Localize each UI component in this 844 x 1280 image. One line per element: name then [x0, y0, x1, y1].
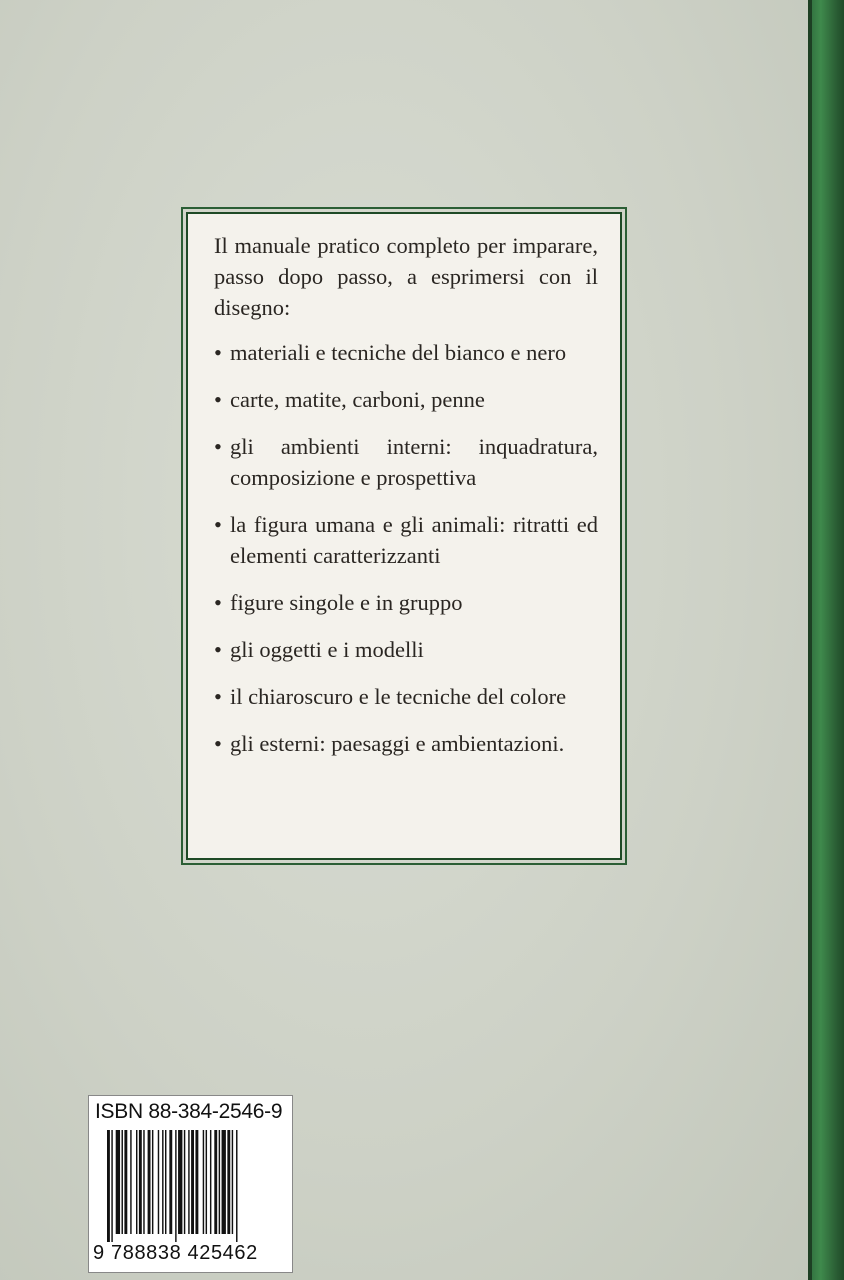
- barcode-bar: [165, 1130, 166, 1234]
- list-item: [214, 509, 598, 571]
- barcode-bar: [222, 1130, 226, 1234]
- barcode-bar: [210, 1130, 211, 1234]
- barcode-bar: [122, 1130, 123, 1234]
- book-spine: [808, 0, 844, 1280]
- feature-list: [214, 337, 598, 759]
- list-item: [214, 384, 598, 415]
- list-item-text: gli esterni: paesaggi e ambientazioni.: [230, 731, 565, 756]
- barcode-bar: [191, 1130, 194, 1234]
- barcode-bar: [152, 1130, 153, 1234]
- barcode-bar: [178, 1130, 182, 1234]
- barcode-bar: [136, 1130, 137, 1234]
- list-item-text: la figura umana e gli animali: ritratti ed elementi caratterizzanti: [230, 512, 598, 568]
- list-item-text: carte, matite, carboni, penne: [230, 387, 485, 412]
- barcode-bar: [139, 1130, 142, 1234]
- barcode-bar: [219, 1130, 220, 1234]
- spine-edge: [808, 0, 812, 1280]
- barcode-bar: [236, 1130, 237, 1242]
- barcode-bar: [184, 1130, 185, 1234]
- intro-text: Il manuale pratico completo per imparare, passo dopo passo, a esprimersi con il disegno:: [214, 233, 598, 320]
- list-item-text: gli oggetti e i modelli: [230, 637, 424, 662]
- barcode-bar: [148, 1130, 151, 1234]
- barcode-bar: [175, 1130, 176, 1242]
- barcode-bar: [158, 1130, 159, 1234]
- list-item: [214, 587, 598, 618]
- bullet: •: [214, 340, 222, 365]
- list-item-text: gli ambienti interni: inquadratura, composizione e prospettiva: [230, 434, 598, 490]
- barcode-bar: [188, 1130, 189, 1234]
- barcode-bar: [232, 1130, 233, 1234]
- list-item: [214, 431, 598, 493]
- barcode-bar: [227, 1130, 230, 1234]
- list-item: [214, 681, 598, 712]
- barcode-bar: [214, 1130, 217, 1234]
- barcode-bar: [116, 1130, 120, 1234]
- barcode-bar: [107, 1130, 110, 1242]
- bullet: •: [214, 387, 222, 412]
- ean-first-digit: 9: [93, 1242, 105, 1264]
- barcode-label: [88, 1095, 293, 1273]
- barcode-bar: [124, 1130, 127, 1234]
- list-item-text: il chiaroscuro e le tecniche del colore: [230, 684, 567, 709]
- barcode-bar: [206, 1130, 207, 1234]
- barcode-bar: [203, 1130, 204, 1234]
- bullet: •: [214, 684, 222, 709]
- list-item-text: materiali e tecniche del bianco e nero: [230, 340, 567, 365]
- description-box: [186, 212, 622, 860]
- bullet: •: [214, 731, 222, 756]
- barcode-bar: [143, 1130, 144, 1234]
- list-item-text: figure singole e in gruppo: [230, 590, 463, 615]
- bullet: •: [214, 590, 222, 615]
- barcode-bars: [107, 1130, 287, 1242]
- bullet: •: [214, 512, 222, 537]
- bullet: •: [214, 637, 222, 662]
- list-item: [214, 634, 598, 665]
- list-item: [214, 728, 598, 759]
- list-item: [214, 337, 598, 368]
- barcode-bar: [130, 1130, 131, 1234]
- bullet: •: [214, 434, 222, 459]
- ean-digits: 788838 425462: [111, 1242, 258, 1264]
- barcode-bar: [111, 1130, 112, 1242]
- barcode-bar: [162, 1130, 163, 1234]
- barcode-bar: [169, 1130, 172, 1234]
- barcode-bar: [195, 1130, 198, 1234]
- isbn-number: ISBN 88-384-2546-9: [95, 1100, 283, 1123]
